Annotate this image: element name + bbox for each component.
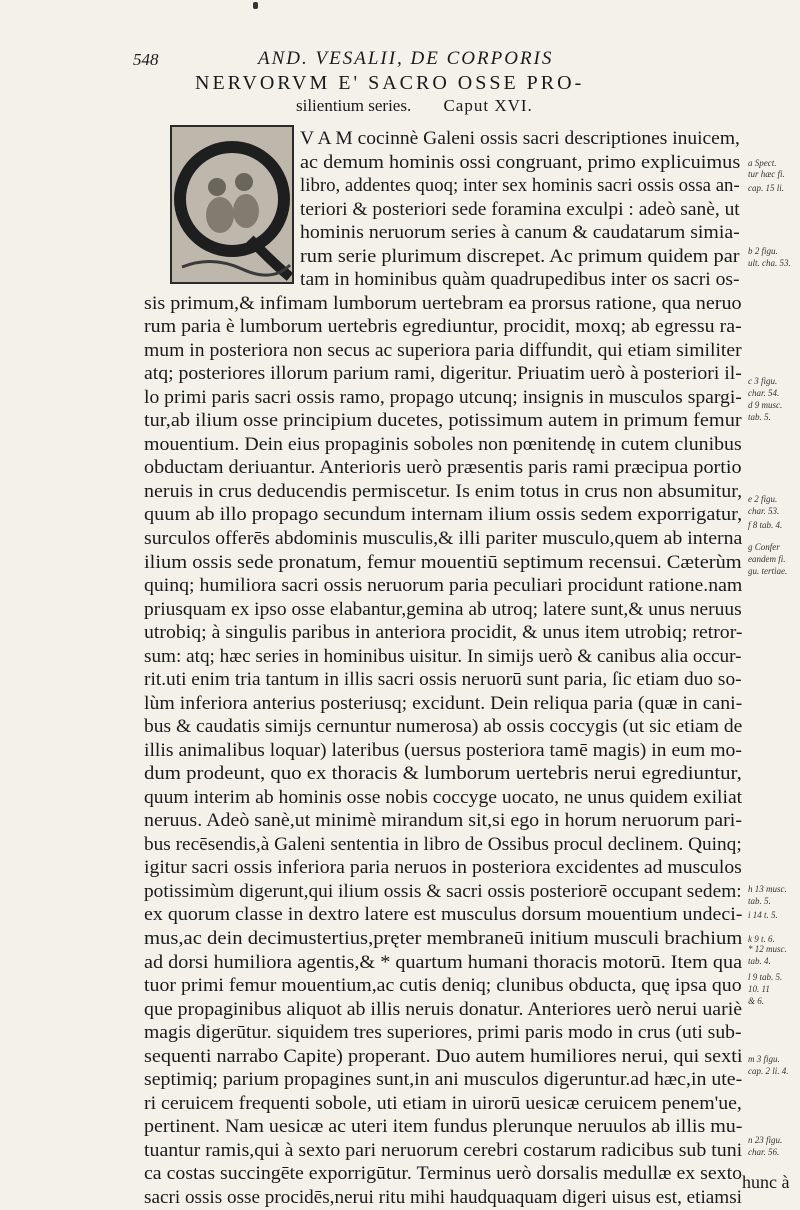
chapter-label: Caput XVI. [443, 96, 533, 115]
chapter-title-line1: NERVORVM E' SACRO OSSE PRO- [195, 72, 585, 94]
text-line: quum interim ab hominis osse nobis coccyge uocato, ne unus quidem exiliat [144, 786, 743, 808]
text-line: mus,ac dein decimustertius,pręter membraneū initium musculi brachium [144, 928, 743, 950]
text-line: sis primum,& infimam lumborum uertebram ea prorsus ratione, qua neruo [144, 292, 742, 314]
text-line: illis animalibus loquar) lateribus (uersus posteriora tamē magis) in eum mo- [144, 739, 742, 761]
margin-note: eandem fi. [748, 554, 786, 564]
page-number: 548 [133, 50, 159, 69]
margin-note: * 12 musc. [748, 944, 787, 954]
text-line: rit.uti enim tria tantum in illis sacri ossis neruorū sunt paria, ſic etiam duo so- [144, 669, 742, 691]
text-line: surculos offerēs abdominis musculis,& illi pariter musculo,quem ab interna [144, 528, 743, 549]
margin-note: g Confer [748, 542, 780, 552]
margin-note: i 14 t. 5. [748, 910, 778, 920]
margin-note: f 8 tab. 4. [748, 520, 783, 530]
chapter-title-line2 [296, 96, 533, 116]
text-line: mouentium. Dein eius propaginis soboles non pœnitendę in cutem clunibus [144, 433, 742, 455]
text-line: bus recēsendis,à Galeni sententia in libro de Ossibus procul declinem. Quinq; [144, 833, 742, 855]
margin-note: gu. tertiae. [748, 566, 788, 576]
margin-note: char. 53. [748, 506, 780, 516]
text-line: priusquam ex ipso osse elabantur,gemina ab utroq; latere sunt,& unus neruus [144, 598, 742, 620]
margin-note: d 9 musc. [748, 400, 783, 410]
decorated-initial [170, 125, 294, 284]
margin-note: c 3 figu. [748, 376, 778, 386]
text-line: bus & caudatis simijs cernuntur numerosa) ab ossis coccygis (ut sic etiam de [144, 716, 743, 738]
margin-note: char. 54. [748, 388, 780, 398]
margin-note: tur hæc fi. [748, 169, 785, 179]
margin-note: m 3 figu. [748, 1054, 780, 1064]
text-line: mum in posteriora non secus ac superiora paria diffundit, qui etiam similiter [144, 339, 742, 361]
decorated-initial-q-icon [172, 127, 292, 282]
text-line: neruis in crus deducendis permiscetur. Is enim totus in crus non absumitur, [144, 480, 743, 502]
text-line: pertinent. Nam uesicæ ac uteri item fundus plerunque neruulos ab illis mu- [144, 1116, 743, 1138]
margin-note: h 13 musc. [748, 884, 787, 894]
text-line: quinq; humiliora sacri ossis neruorum paria peculiari procidunt ratione.nam [144, 575, 743, 597]
text-line: sequenti narrabo Capite) properant. Duo autem humiliores nerui, qui sexti [144, 1045, 743, 1067]
text-line: tuor primi femur mouentium,ac cutis deniq; clunibus obducta, quę ipsa quo [144, 975, 742, 997]
catchword: hunc à [742, 1172, 790, 1192]
text-line: quum ab illo propago secundum internam ilium ossis sedem exporrigatur, [144, 504, 743, 526]
margin-note: tab. 5. [748, 412, 771, 422]
ink-mark [253, 2, 258, 9]
margin-note: b 2 figu. [748, 246, 778, 256]
margin-note: l 9 tab. 5. [748, 972, 783, 982]
text-line: neruus. Adeò sanè,ut minimè mirandum sit,si ego in horum neruorum pari- [144, 810, 742, 832]
text-line: sacri ossis osse procidēs,nerui ritu mihi haudquaquam digeri uisus est, etiamsi [144, 1186, 742, 1208]
text-line: atq; posteriores illorum parium rami, digeritur. Priuatim uerò à posteriori il- [144, 363, 742, 385]
text-line: ex quorum classe in dextro latere est musculus dorsum mouentium undeci- [144, 904, 743, 926]
margin-note: tab. 5. [748, 896, 771, 906]
text-line: ca costas succingēte exporrigūtur. Terminus uerò dorsalis medullæ ex sexto [144, 1163, 743, 1185]
text-line: que propaginibus aliquot ab illis neruis donatur. Anteriores uerò nerui uariè [144, 998, 743, 1020]
margin-note: cap. 15 li. [748, 183, 784, 193]
text-line: dum prodeunt, quo ex thoracis & lumborum uertebris nerui egrediuntur, [144, 763, 742, 785]
text-line: tur,ab ilium osse principium ducetes, potissimum autem in primum femur [144, 410, 742, 432]
text-line: ac demum hominis ossi congruant, primo explicuimus [300, 151, 741, 173]
text-line: tam in hominibus quàm quadrupedibus inter os sacri os- [300, 269, 740, 291]
margin-note: & 6. [748, 996, 765, 1006]
margin-note: char. 56. [748, 1147, 780, 1157]
text-line: lo primi paris sacri ossis ramo, propago utcunq; insignis in musculos spargi- [144, 386, 742, 408]
text-line: libro, addentes quoq; inter sex hominis sacri ossis ossa an- [300, 175, 740, 197]
margin-note: cap. 2 li. 4. [748, 1066, 789, 1076]
text-line: rum paria è lumborum uertebris egrediuntur, procidit, moxq; ab egressu ra- [144, 316, 742, 338]
text-line: ilium ossis sede pronatum, femur mouentiū septimum recensui. Cæterùm [144, 551, 742, 573]
text-line: ri ceruicem frequenti sobole, uti etiam in uirorū uesicæ ceruicem penem'ue, [144, 1092, 742, 1114]
text-line: rum serie plurimum discrepet. Ac primum quidem par [300, 245, 740, 267]
text-line: obductam deriuantur. Anterioris uerò præsentis paris rami præcipua portio [144, 457, 742, 479]
margin-note: n 23 figu. [748, 1135, 783, 1145]
margin-note: k 9 t. 6. [748, 934, 775, 944]
running-head: AND. VESALII, DE CORPORIS [258, 48, 554, 69]
text-line: hominis neruorum series à canum & caudatarum simia- [300, 222, 740, 244]
text-line: utrobiq; à singulis paribus in anteriora procidit, & unus item utrobiq; retror- [144, 622, 743, 644]
text-line: septimiq; parium propagines sunt,in ani musculos digeruntur.ad hæc,in ute- [144, 1069, 743, 1091]
margin-note: a Spect. [748, 158, 777, 168]
margin-note: ult. cha. 53. [748, 258, 791, 268]
text-line: sum: atq; hæc series in hominibus uisitur. In simijs uerò & canibus alia occur- [144, 645, 742, 667]
margin-note: e 2 figu. [748, 494, 778, 504]
text-line: tuantur ramis,qui à sexto pari neruorum cerebri costarum radicibus sub tuni [144, 1139, 743, 1161]
text-line: lùm inferiora anterius posteriusq; excidunt. Dein reliqua paria (quæ in cani- [144, 692, 743, 714]
chapter-title-text: silientium series. [296, 96, 412, 115]
text-line: potissimùm digerunt,qui ilium ossis & sacri ossis posteriorē occupant sedem: [144, 880, 742, 902]
text-line: igitur sacri ossis inferiora paria neruos in posteriora excidentes ad musculos [144, 857, 742, 879]
text-line: magis digerūtur. siquidem tres superiores, primi paris modo in crus (uti sub- [144, 1022, 742, 1044]
margin-note: tab. 4. [748, 956, 771, 966]
text-line: ad dorsi humiliora agentis,& * quartum humani thoracis motorū. Item qua [144, 951, 743, 973]
text-line: V A M cocinnè Galeni ossis sacri descriptiones inuicem, [300, 128, 740, 149]
margin-note: 10. 11 [748, 984, 770, 994]
text-line: teriori & posteriori sede foramina exculpi : adeò sanè, ut [300, 198, 740, 220]
